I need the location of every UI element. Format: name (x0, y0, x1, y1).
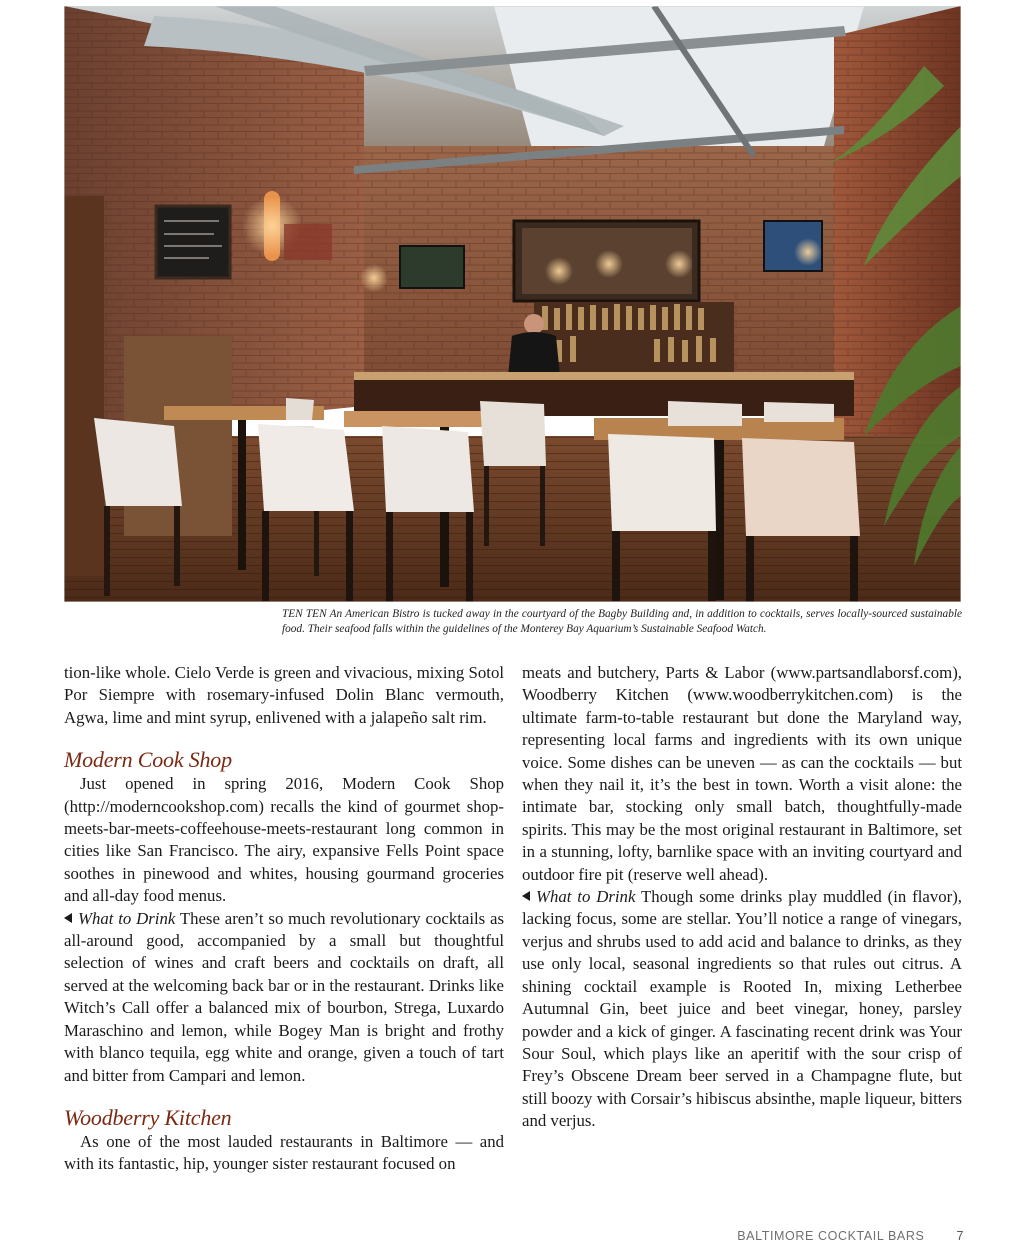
footer-section-name: BALTIMORE COCKTAIL BARS (737, 1229, 925, 1243)
triangle-bullet-icon (522, 891, 530, 901)
what-to-drink-text: Though some drinks play muddled (in flavor), lacking focus, some are stellar. You’ll notice a range of vinegars, verjus and shrubs used to add acid and balance to drinks, as they use only local, seasonal ingredients so that rules out citrus. A shining cocktail example is Rooted In, mixing Letherbee Autumnal Gin, beet juice and beet vinegar, honey, parsley powder and a kick of ginger. A fascinating recent drink was Your Sour Soul, which plays like an aperitif with the sour crisp of Frey’s Obscene Dream beer served in a Champagne flute, but still boozy with Corsair’s hibiscus absinthe, maple liqueur, bitters and verjus. (522, 887, 962, 1131)
what-to-drink-label: What to Drink (78, 908, 176, 928)
bar-interior-photo (64, 6, 961, 602)
page-footer (737, 1229, 964, 1243)
page-number: 7 (956, 1229, 964, 1243)
left-column (64, 662, 504, 1176)
section-heading-modern-cook-shop: Modern Cook Shop (64, 747, 232, 773)
section-heading-woodberry-kitchen: Woodberry Kitchen (64, 1104, 232, 1130)
woodberry-kitchen-body: As one of the most lauded restaurants in Baltimore — and with its fantastic, hip, younger sister restaurant focused on (64, 1131, 504, 1174)
photo-caption: TEN TEN An American Bistro is tucked away in the courtyard of the Bagby Building and, in addition to cocktails, serves locally-sourced sustainable food. Their seafood falls within the guidelines of the Monterey Bay Aquarium’s Sustainable Seafood Watch. (282, 608, 962, 635)
right-column (522, 662, 962, 1133)
woodberry-kitchen-drink (522, 886, 962, 1132)
what-to-drink-label: What to Drink (536, 887, 636, 907)
modern-cook-shop-drink (64, 908, 504, 1087)
what-to-drink-text: These aren’t so much revolutionary cocktails as all-around good, accompanied by a small but thoughtful selection of wines and craft beers and cocktails on draft, all served at the welcoming back bar or in the restaurant. Drinks like Witch’s Call offer a balanced mix of bourbon, Strega, Luxardo Maraschino and lemon, while Bogey Man is bright and frothy with blanco tequila, egg white and orange, given a touch of tart and bitter from Campari and lemon. (64, 908, 504, 1085)
modern-cook-shop-body: Just opened in spring 2016, Modern Cook Shop (http://moderncookshop.com) recalls the kind of gourmet shop-meets-bar-meets-coffeehouse-meets-restaurant long common in cities like San Francisco. The airy, expansive Fells Point space soothes in pinewood and whites, housing gourmand groceries and all-day food menus. (64, 774, 504, 906)
intro-paragraph: tion-like whole. Cielo Verde is green and vivacious, mixing Sotol Por Siempre with rosemary-infused Dolin Blanc vermouth, Agwa, lime and mint syrup, enlivened with a jalapeño salt rim. (64, 663, 504, 727)
triangle-bullet-icon (64, 913, 72, 923)
woodberry-kitchen-continued: meats and butchery, Parts & Labor (www.partsandlaborsf.com), Woodberry Kitchen (www.woodberrykitchen.com) is the ultimate farm-to-table restaurant but done the Maryland way, representing local farms and ingredients with its own unique voice. Some dishes can be uneven — as can the cocktails — but when they nail it, it’s the best in town. Worth a visit alone: the intimate bar, stocking only small batch, thoughtfully-made spirits. This may be the most original restaurant in Baltimore, set in a stunning, lofty, barnlike space with an inviting courtyard and outdoor fire pit (reserve well ahead). (522, 663, 962, 884)
